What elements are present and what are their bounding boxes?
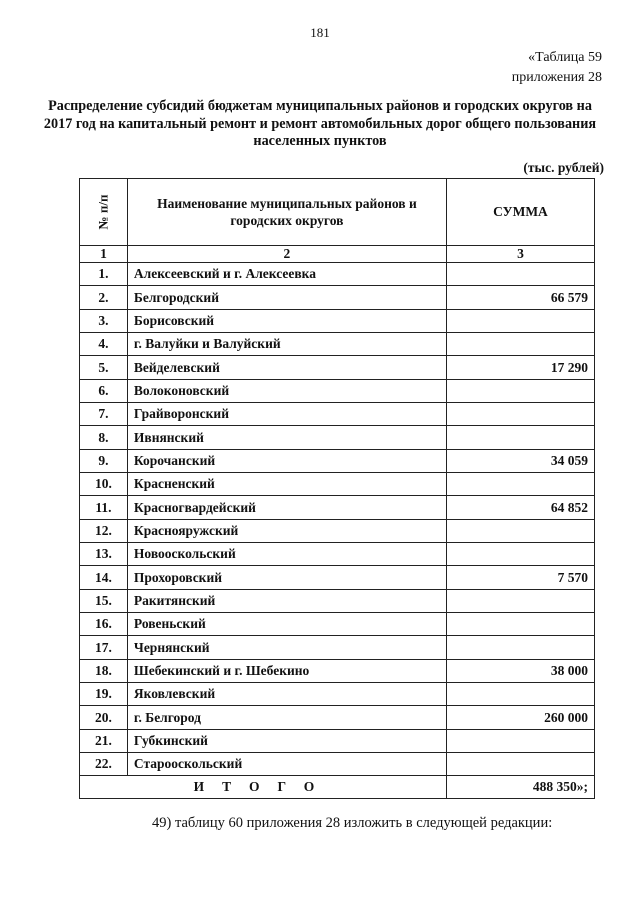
row-number: 20. (80, 706, 128, 730)
subsidy-amount (446, 520, 594, 543)
district-name: Вейделевский (127, 356, 446, 380)
table-row (80, 310, 595, 333)
table-row (80, 683, 595, 706)
subsidy-amount (446, 753, 594, 776)
district-name: Яковлевский (127, 683, 446, 706)
table-row (80, 636, 595, 660)
subsidy-amount (446, 636, 594, 660)
table-row (80, 660, 595, 683)
table-caption-line1: «Таблица 59 (528, 50, 602, 65)
table-row (80, 706, 595, 730)
table-row (80, 753, 595, 776)
district-name: Грайворонский (127, 403, 446, 426)
subsidy-amount (446, 473, 594, 496)
row-number: 14. (80, 566, 128, 590)
subsidy-amount: 38 000 (446, 660, 594, 683)
table-row (80, 263, 595, 286)
total-row (80, 776, 595, 799)
subsidy-amount: 64 852 (446, 496, 594, 520)
table-row (80, 473, 595, 496)
district-name: Ракитянский (127, 590, 446, 613)
subsidy-amount: 260 000 (446, 706, 594, 730)
district-name: Новооскольский (127, 543, 446, 566)
subsidy-amount (446, 426, 594, 450)
subsidy-amount (446, 543, 594, 566)
row-number: 2. (80, 286, 128, 310)
district-name: Корочанский (127, 450, 446, 473)
subsidy-table (79, 178, 595, 799)
index-row (80, 246, 595, 263)
district-name: Чернянский (127, 636, 446, 660)
subsidy-amount: 17 290 (446, 356, 594, 380)
district-name: Алексеевский и г. Алексеевка (127, 263, 446, 286)
row-number: 17. (80, 636, 128, 660)
district-name: Волоконовский (127, 380, 446, 403)
subsidy-amount (446, 730, 594, 753)
subsidy-amount (446, 683, 594, 706)
district-name: Ивнянский (127, 426, 446, 450)
table-row (80, 566, 595, 590)
table-row (80, 496, 595, 520)
document-title: Распределение субсидий бюджетам муниципальных районов и городских округов на 2017 год на капитальный ремонт и ремонт автомобильных дорог общего пользования населенных пунктов (43, 98, 597, 149)
district-name: г. Белгород (127, 706, 446, 730)
row-number: 15. (80, 590, 128, 613)
row-number: 18. (80, 660, 128, 683)
table-row (80, 286, 595, 310)
row-number: 19. (80, 683, 128, 706)
row-number: 7. (80, 403, 128, 426)
row-number: 22. (80, 753, 128, 776)
header-num-cell (80, 179, 128, 246)
subsidy-amount (446, 333, 594, 356)
district-name: Старооскольский (127, 753, 446, 776)
district-name: Борисовский (127, 310, 446, 333)
subsidy-amount (446, 590, 594, 613)
district-name: Белгородский (127, 286, 446, 310)
subsidy-amount (446, 310, 594, 333)
row-number: 8. (80, 426, 128, 450)
table-row (80, 520, 595, 543)
row-number: 4. (80, 333, 128, 356)
district-name: Прохоровский (127, 566, 446, 590)
district-name: Губкинский (127, 730, 446, 753)
row-number: 10. (80, 473, 128, 496)
district-name: Красненский (127, 473, 446, 496)
row-number: 13. (80, 543, 128, 566)
district-name: Красногвардейский (127, 496, 446, 520)
header-sum: СУММА (446, 179, 594, 246)
subsidy-amount: 34 059 (446, 450, 594, 473)
table-row (80, 730, 595, 753)
row-number: 5. (80, 356, 128, 380)
row-number: 3. (80, 310, 128, 333)
units-label: (тыс. рублей) (523, 160, 604, 175)
table-row (80, 613, 595, 636)
subsidy-amount (446, 380, 594, 403)
row-number: 12. (80, 520, 128, 543)
table-row (80, 403, 595, 426)
row-number: 9. (80, 450, 128, 473)
table-row (80, 356, 595, 380)
index-cell: 1 (80, 246, 128, 263)
table-row (80, 380, 595, 403)
page-number: 181 (310, 25, 330, 40)
district-name: Шебекинский и г. Шебекино (127, 660, 446, 683)
subsidy-amount (446, 403, 594, 426)
table-row (80, 543, 595, 566)
footer-instruction: 49) таблицу 60 приложения 28 изложить в следующей редакции: (152, 815, 553, 831)
index-cell: 3 (446, 246, 594, 263)
table-caption-line2: приложения 28 (511, 70, 602, 85)
row-number: 21. (80, 730, 128, 753)
row-number: 16. (80, 613, 128, 636)
index-cell: 2 (127, 246, 446, 263)
row-number: 1. (80, 263, 128, 286)
table-row (80, 426, 595, 450)
table-row (80, 333, 595, 356)
district-name: Ровеньский (127, 613, 446, 636)
subsidy-amount (446, 613, 594, 636)
district-name: г. Валуйки и Валуйский (127, 333, 446, 356)
subsidy-amount: 66 579 (446, 286, 594, 310)
district-name: Краснояружский (127, 520, 446, 543)
table-row (80, 590, 595, 613)
subsidy-amount: 7 570 (446, 566, 594, 590)
total-sum: 488 350»; (446, 776, 594, 799)
row-number: 11. (80, 496, 128, 520)
header-num: № п/п (95, 194, 111, 230)
subsidy-amount (446, 263, 594, 286)
table-row (80, 450, 595, 473)
row-number: 6. (80, 380, 128, 403)
header-name: Наименование муниципальных районов и городских округов (127, 179, 446, 246)
total-label: ИТОГО (80, 776, 447, 799)
